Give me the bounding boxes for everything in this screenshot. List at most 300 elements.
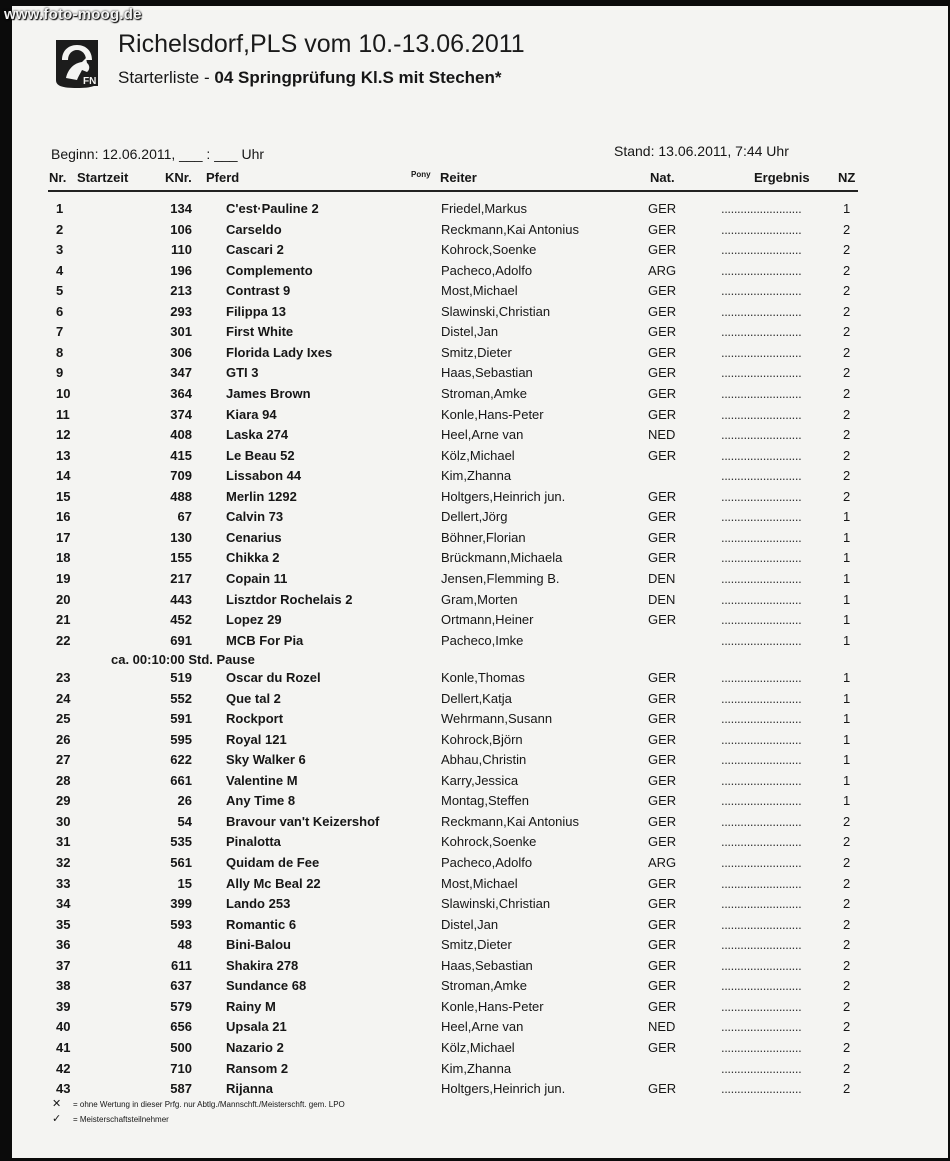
cell-nz: 2: [843, 896, 851, 911]
table-row: [0, 917, 950, 937]
table-row: [0, 365, 950, 385]
cell-nr: 32: [56, 855, 71, 870]
cell-pferd: Rockport: [226, 711, 284, 727]
cell-reiter: Pacheco,Imke: [441, 632, 524, 648]
cell-reiter: Kim,Zhanna: [441, 1060, 512, 1076]
cell-pferd: Royal 121: [226, 731, 287, 747]
cell-knr: 134: [170, 201, 192, 216]
cell-nz: 2: [843, 283, 851, 299]
cell-reiter: Holtgers,Heinrich jun.: [441, 1081, 566, 1096]
cell-pferd: Nazario 2: [226, 1039, 284, 1055]
cell-reiter: Smitz,Dieter: [441, 937, 512, 953]
cell-pferd: MCB For Pia: [226, 632, 304, 648]
cell-reiter: Kohrock,Soenke: [441, 242, 537, 258]
cell-knr: 661: [170, 772, 192, 788]
cell-nat: GER: [648, 201, 677, 216]
cell-knr: 155: [170, 550, 192, 566]
cell-nat: GER: [648, 324, 677, 340]
cell-reiter: Slawinski,Christian: [441, 303, 551, 319]
cell-reiter: Reckmann,Kai Antonius: [441, 221, 580, 237]
cell-nz: 2: [843, 324, 851, 340]
cell-nr: 17: [56, 529, 71, 545]
cell-nz: 1: [843, 201, 851, 216]
cell-reiter: Pacheco,Adolfo: [441, 262, 533, 278]
cell-nat: NED: [648, 427, 676, 443]
cell-nat: GER: [648, 752, 677, 768]
cell-ergebnis: .........................: [721, 834, 802, 850]
cell-ergebnis: .........................: [721, 488, 802, 504]
cell-ergebnis: .........................: [721, 283, 802, 299]
cell-nz: 2: [843, 344, 851, 360]
cell-nz: 2: [843, 1039, 851, 1055]
cell-ergebnis: .........................: [721, 855, 802, 870]
cell-ergebnis: .........................: [721, 752, 802, 768]
cell-knr: 519: [170, 670, 192, 685]
cell-pferd: Ally Mc Beal 22: [226, 875, 321, 891]
cell-nz: 2: [843, 386, 851, 401]
cell-knr: 637: [170, 978, 192, 994]
cell-reiter: Stroman,Amke: [441, 386, 527, 401]
cell-knr: 415: [170, 447, 192, 463]
cell-nz: 1: [843, 670, 851, 685]
cell-ergebnis: .........................: [721, 529, 802, 545]
cell-ergebnis: .........................: [721, 937, 802, 953]
col-header-nr: Nr.: [49, 170, 67, 185]
cell-nr: 30: [56, 813, 71, 829]
table-row: [0, 407, 950, 427]
table-row: [0, 793, 950, 813]
cell-pferd: Filippa 13: [226, 303, 286, 319]
cell-pferd: Pinalotta: [226, 834, 281, 850]
cell-reiter: Holtgers,Heinrich jun.: [441, 488, 566, 504]
table-row: [0, 834, 950, 854]
cell-nr: 41: [56, 1039, 71, 1055]
cell-nz: 1: [843, 529, 851, 545]
cell-nr: 33: [56, 875, 71, 891]
cell-nr: 23: [56, 670, 71, 685]
cell-reiter: Distel,Jan: [441, 324, 499, 340]
table-row: [0, 773, 950, 793]
cell-nat: GER: [648, 875, 677, 891]
cell-nr: 42: [56, 1060, 71, 1076]
table-row: [0, 855, 950, 875]
table-row: [0, 509, 950, 529]
table-row: [0, 896, 950, 916]
cell-reiter: Haas,Sebastian: [441, 957, 533, 973]
cell-pferd: Bini-Balou: [226, 937, 291, 953]
footnote-ohne-wertung: = ohne Wertung in dieser Prfg. nur Abtlg./Mannschft./Meisterschft. gem. LPO: [73, 1100, 345, 1109]
table-row: [0, 489, 950, 509]
cell-nz: 1: [843, 793, 851, 809]
cell-ergebnis: .........................: [721, 1060, 802, 1076]
cell-nr: 36: [56, 937, 71, 953]
cell-nr: 18: [56, 550, 71, 566]
cell-reiter: Konle,Hans-Peter: [441, 406, 544, 422]
cell-knr: 26: [177, 793, 192, 809]
cell-nr: 37: [56, 957, 71, 973]
cell-reiter: Kohrock,Björn: [441, 731, 523, 747]
cell-reiter: Most,Michael: [441, 875, 518, 891]
cell-pferd: Rainy M: [226, 998, 276, 1014]
cell-pferd: Contrast 9: [226, 283, 291, 299]
cell-reiter: Böhner,Florian: [441, 529, 526, 545]
status-timestamp: Stand: 13.06.2011, 7:44 Uhr: [614, 143, 789, 159]
cell-reiter: Heel,Arne van: [441, 427, 524, 443]
cell-reiter: Smitz,Dieter: [441, 344, 512, 360]
cell-nz: 1: [843, 752, 851, 768]
cell-reiter: Dellert,Katja: [441, 690, 512, 706]
cell-ergebnis: .........................: [721, 386, 802, 401]
cell-ergebnis: .........................: [721, 221, 802, 237]
cell-pferd: Sky Walker 6: [226, 752, 306, 768]
col-header-pony: Pony: [411, 170, 431, 179]
cell-ergebnis: .........................: [721, 201, 802, 216]
table-row: [0, 468, 950, 488]
cell-ergebnis: .........................: [721, 670, 802, 685]
header-divider: [48, 190, 858, 192]
cell-nat: GER: [648, 447, 677, 463]
table-row: [0, 732, 950, 752]
cell-nat: GER: [648, 916, 677, 932]
cell-nz: 2: [843, 916, 851, 932]
cell-knr: 293: [170, 303, 192, 319]
pause-note: ca. 00:10:00 Std. Pause: [111, 652, 255, 667]
cell-nz: 2: [843, 221, 851, 237]
cell-nat: GER: [648, 670, 677, 685]
cell-nz: 2: [843, 1060, 851, 1076]
cell-nz: 1: [843, 509, 851, 525]
table-row: [0, 612, 950, 632]
cell-ergebnis: .........................: [721, 262, 802, 278]
table-row: [0, 691, 950, 711]
cell-nr: 3: [56, 242, 64, 258]
cell-nz: 2: [843, 937, 851, 953]
cell-nat: GER: [648, 998, 677, 1014]
cell-nat: NED: [648, 1019, 676, 1035]
table-row: [0, 448, 950, 468]
cell-nz: 2: [843, 406, 851, 422]
cell-nr: 34: [56, 896, 71, 911]
cell-nr: 10: [56, 386, 71, 401]
cell-nat: GER: [648, 896, 677, 911]
table-row: [0, 876, 950, 896]
cell-reiter: Pacheco,Adolfo: [441, 855, 533, 870]
table-row: [0, 222, 950, 242]
cell-nz: 2: [843, 427, 851, 443]
cell-nat: GER: [648, 711, 677, 727]
cell-nz: 1: [843, 711, 851, 727]
cell-knr: 443: [170, 591, 192, 607]
cell-nz: 1: [843, 690, 851, 706]
cell-nz: 2: [843, 978, 851, 994]
cell-reiter: Kohrock,Soenke: [441, 834, 537, 850]
cell-knr: 106: [170, 221, 192, 237]
table-row: [0, 283, 950, 303]
cell-nr: 22: [56, 632, 71, 648]
cell-nr: 20: [56, 591, 71, 607]
cell-nr: 35: [56, 916, 71, 932]
cell-ergebnis: .........................: [721, 509, 802, 525]
watermark: www.foto-moog.de: [4, 6, 142, 23]
cell-nat: GER: [648, 406, 677, 422]
cell-nz: 2: [843, 303, 851, 319]
cell-nat: GER: [648, 772, 677, 788]
cell-ergebnis: .........................: [721, 916, 802, 932]
cell-ergebnis: .........................: [721, 406, 802, 422]
cell-nat: DEN: [648, 591, 676, 607]
cell-nr: 39: [56, 998, 71, 1014]
cell-reiter: Stroman,Amke: [441, 978, 527, 994]
cell-nr: 1: [56, 201, 64, 216]
table-row: [0, 324, 950, 344]
cell-reiter: Montag,Steffen: [441, 793, 529, 809]
cell-ergebnis: .........................: [721, 1019, 802, 1035]
cell-nz: 1: [843, 731, 851, 747]
cell-nz: 1: [843, 550, 851, 566]
col-header-startzeit: Startzeit: [77, 170, 129, 185]
cell-nr: 16: [56, 509, 71, 525]
cell-nat: GER: [648, 813, 677, 829]
cell-knr: 213: [170, 283, 192, 299]
cell-knr: 399: [170, 896, 192, 911]
cell-nr: 26: [56, 731, 71, 747]
cell-nat: GER: [648, 550, 677, 566]
cell-nr: 6: [56, 303, 64, 319]
cell-pferd: Cenarius: [226, 529, 282, 545]
cell-ergebnis: .........................: [721, 365, 802, 381]
cell-pferd: Chikka 2: [226, 550, 280, 566]
cell-nat: GER: [648, 731, 677, 747]
page-subtitle: Starterliste - 04 Springprüfung Kl.S mit Stechen*: [118, 68, 502, 87]
cell-nat: ARG: [648, 262, 677, 278]
cell-nz: 1: [843, 772, 851, 788]
cell-pferd: Le Beau 52: [226, 447, 295, 463]
cell-nr: 12: [56, 427, 71, 443]
cell-nat: GER: [648, 957, 677, 973]
cell-ergebnis: .........................: [721, 612, 802, 627]
cell-pferd: Calvin 73: [226, 509, 284, 525]
cell-reiter: Distel,Jan: [441, 916, 499, 932]
cell-ergebnis: .........................: [721, 896, 802, 911]
cell-nr: 21: [56, 612, 71, 627]
cell-knr: 552: [170, 690, 192, 706]
cell-ergebnis: .........................: [721, 427, 802, 443]
cell-nr: 28: [56, 772, 71, 788]
cell-pferd: Lando 253: [226, 896, 291, 911]
cell-ergebnis: .........................: [721, 1081, 802, 1096]
table-row: [0, 1019, 950, 1039]
cell-reiter: Ortmann,Heiner: [441, 612, 534, 627]
table-row: [0, 999, 950, 1019]
cell-nr: 24: [56, 690, 71, 706]
cell-nat: GER: [648, 386, 677, 401]
cell-nat: GER: [648, 242, 677, 258]
cell-knr: 374: [170, 406, 192, 422]
cell-ergebnis: .........................: [721, 591, 802, 607]
table-row: [0, 1040, 950, 1060]
cell-pferd: Florida Lady Ixes: [226, 344, 333, 360]
table-row: [0, 550, 950, 570]
cell-nat: GER: [648, 344, 677, 360]
table-row: [0, 711, 950, 731]
cell-nat: GER: [648, 690, 677, 706]
cell-reiter: Most,Michael: [441, 283, 518, 299]
cell-ergebnis: .........................: [721, 632, 802, 648]
cell-nr: 19: [56, 570, 71, 586]
cell-nr: 9: [56, 365, 64, 381]
cell-nr: 25: [56, 711, 71, 727]
cell-knr: 593: [170, 916, 192, 932]
cell-knr: 48: [177, 937, 192, 953]
cell-reiter: Wehrmann,Susann: [441, 711, 553, 727]
check-icon: ✓: [52, 1113, 62, 1125]
cell-ergebnis: .........................: [721, 772, 802, 788]
table-row: [0, 958, 950, 978]
cell-nr: 14: [56, 468, 71, 484]
cell-pferd: Laska 274: [226, 427, 289, 443]
table-row: [0, 1081, 950, 1101]
cell-nz: 2: [843, 242, 851, 258]
cell-knr: 591: [170, 711, 192, 727]
table-row: [0, 592, 950, 612]
cell-nz: 2: [843, 1081, 851, 1096]
cell-ergebnis: .........................: [721, 324, 802, 340]
col-header-pferd: Pferd: [206, 170, 240, 185]
cell-nat: GER: [648, 1039, 677, 1055]
cell-ergebnis: .........................: [721, 998, 802, 1014]
cell-knr: 347: [170, 365, 192, 381]
cell-nz: 2: [843, 488, 851, 504]
page-title: Richelsdorf,PLS vom 10.-13.06.2011: [118, 30, 525, 58]
cell-ergebnis: .........................: [721, 957, 802, 973]
cell-knr: 306: [170, 344, 192, 360]
cell-nr: 27: [56, 752, 71, 768]
cell-ergebnis: .........................: [721, 1039, 802, 1055]
cell-nat: GER: [648, 834, 677, 850]
cell-knr: 535: [170, 834, 192, 850]
cell-ergebnis: .........................: [721, 468, 802, 484]
col-header-nz: NZ: [838, 170, 856, 185]
cell-nat: GER: [648, 283, 677, 299]
cell-nz: 1: [843, 612, 851, 627]
cell-reiter: Karry,Jessica: [441, 772, 519, 788]
cell-knr: 587: [170, 1081, 192, 1096]
cell-nz: 1: [843, 591, 851, 607]
table-row: [0, 263, 950, 283]
col-header-ergebnis: Ergebnis: [754, 170, 810, 185]
logo-label: FN: [83, 76, 97, 87]
cell-pferd: Que tal 2: [226, 690, 281, 706]
cell-reiter: Kim,Zhanna: [441, 468, 512, 484]
cell-pferd: Copain 11: [226, 570, 288, 586]
table-row: [0, 201, 950, 221]
cell-pferd: Lopez 29: [226, 612, 282, 627]
cell-nz: 2: [843, 262, 851, 278]
cell-ergebnis: .........................: [721, 303, 802, 319]
cell-ergebnis: .........................: [721, 793, 802, 809]
cell-ergebnis: .........................: [721, 875, 802, 891]
cell-reiter: Kölz,Michael: [441, 447, 515, 463]
cell-nr: 8: [56, 344, 64, 360]
cell-knr: 579: [170, 998, 192, 1014]
cell-nat: GER: [648, 793, 677, 809]
col-header-nat: Nat.: [650, 170, 675, 185]
cell-pferd: Carseldo: [226, 221, 282, 237]
cell-knr: 595: [170, 731, 192, 747]
cell-knr: 611: [171, 957, 192, 973]
cell-nz: 1: [843, 570, 851, 586]
cell-pferd: Ransom 2: [226, 1060, 289, 1076]
cell-reiter: Dellert,Jörg: [441, 509, 508, 525]
cell-nr: 13: [56, 447, 71, 463]
cell-nat: ARG: [648, 855, 677, 870]
cell-nz: 2: [843, 855, 851, 870]
cell-knr: 500: [170, 1039, 192, 1055]
table-row: [0, 530, 950, 550]
cell-pferd: James Brown: [226, 386, 311, 401]
cell-nz: 2: [843, 875, 851, 891]
cell-knr: 452: [170, 612, 192, 627]
cell-nz: 2: [843, 957, 851, 973]
start-info: Beginn: 12.06.2011, ___ : ___ Uhr: [51, 146, 265, 162]
cell-nr: 11: [56, 406, 70, 422]
table-row: [0, 242, 950, 262]
cell-knr: 488: [170, 488, 192, 504]
cell-ergebnis: .........................: [721, 813, 802, 829]
table-row: [0, 1061, 950, 1081]
cell-knr: 364: [170, 386, 192, 401]
cell-ergebnis: .........................: [721, 550, 802, 566]
cell-pferd: Romantic 6: [226, 916, 297, 932]
cell-nr: 4: [56, 262, 64, 278]
cell-pferd: Lissabon 44: [226, 468, 302, 484]
table-row: [0, 937, 950, 957]
cell-pferd: First White: [226, 324, 294, 340]
cell-pferd: Valentine M: [226, 772, 298, 788]
cell-reiter: Friedel,Markus: [441, 201, 527, 216]
cell-nz: 2: [843, 1019, 851, 1035]
table-row: [0, 427, 950, 447]
cell-nat: GER: [648, 978, 677, 994]
table-row: [0, 814, 950, 834]
cell-ergebnis: .........................: [721, 447, 802, 463]
cell-knr: 217: [170, 570, 192, 586]
cell-nat: GER: [648, 488, 677, 504]
cell-ergebnis: .........................: [721, 690, 802, 706]
cell-knr: 67: [177, 509, 192, 525]
cell-pferd: Merlin 1292: [226, 488, 297, 504]
cell-nr: 2: [56, 221, 64, 237]
cell-nat: GER: [648, 937, 677, 953]
cell-knr: 691: [170, 632, 192, 648]
cell-pferd: Complemento: [226, 262, 313, 278]
cell-nr: 38: [56, 978, 71, 994]
cell-knr: 54: [177, 813, 192, 829]
cell-pferd: Upsala 21: [226, 1019, 287, 1035]
table-row: [0, 345, 950, 365]
cell-knr: 709: [170, 468, 192, 484]
cell-nz: 2: [843, 365, 851, 381]
table-row: [0, 978, 950, 998]
cell-pferd: Lisztdor Rochelais 2: [226, 591, 353, 607]
cell-nr: 7: [56, 324, 64, 340]
cell-reiter: Konle,Hans-Peter: [441, 998, 544, 1014]
cell-nr: 43: [56, 1081, 71, 1096]
cell-pferd: Shakira 278: [226, 957, 299, 973]
cell-knr: 561: [170, 855, 192, 870]
cell-nz: 2: [843, 998, 851, 1014]
cell-pferd: Sundance 68: [226, 978, 307, 994]
